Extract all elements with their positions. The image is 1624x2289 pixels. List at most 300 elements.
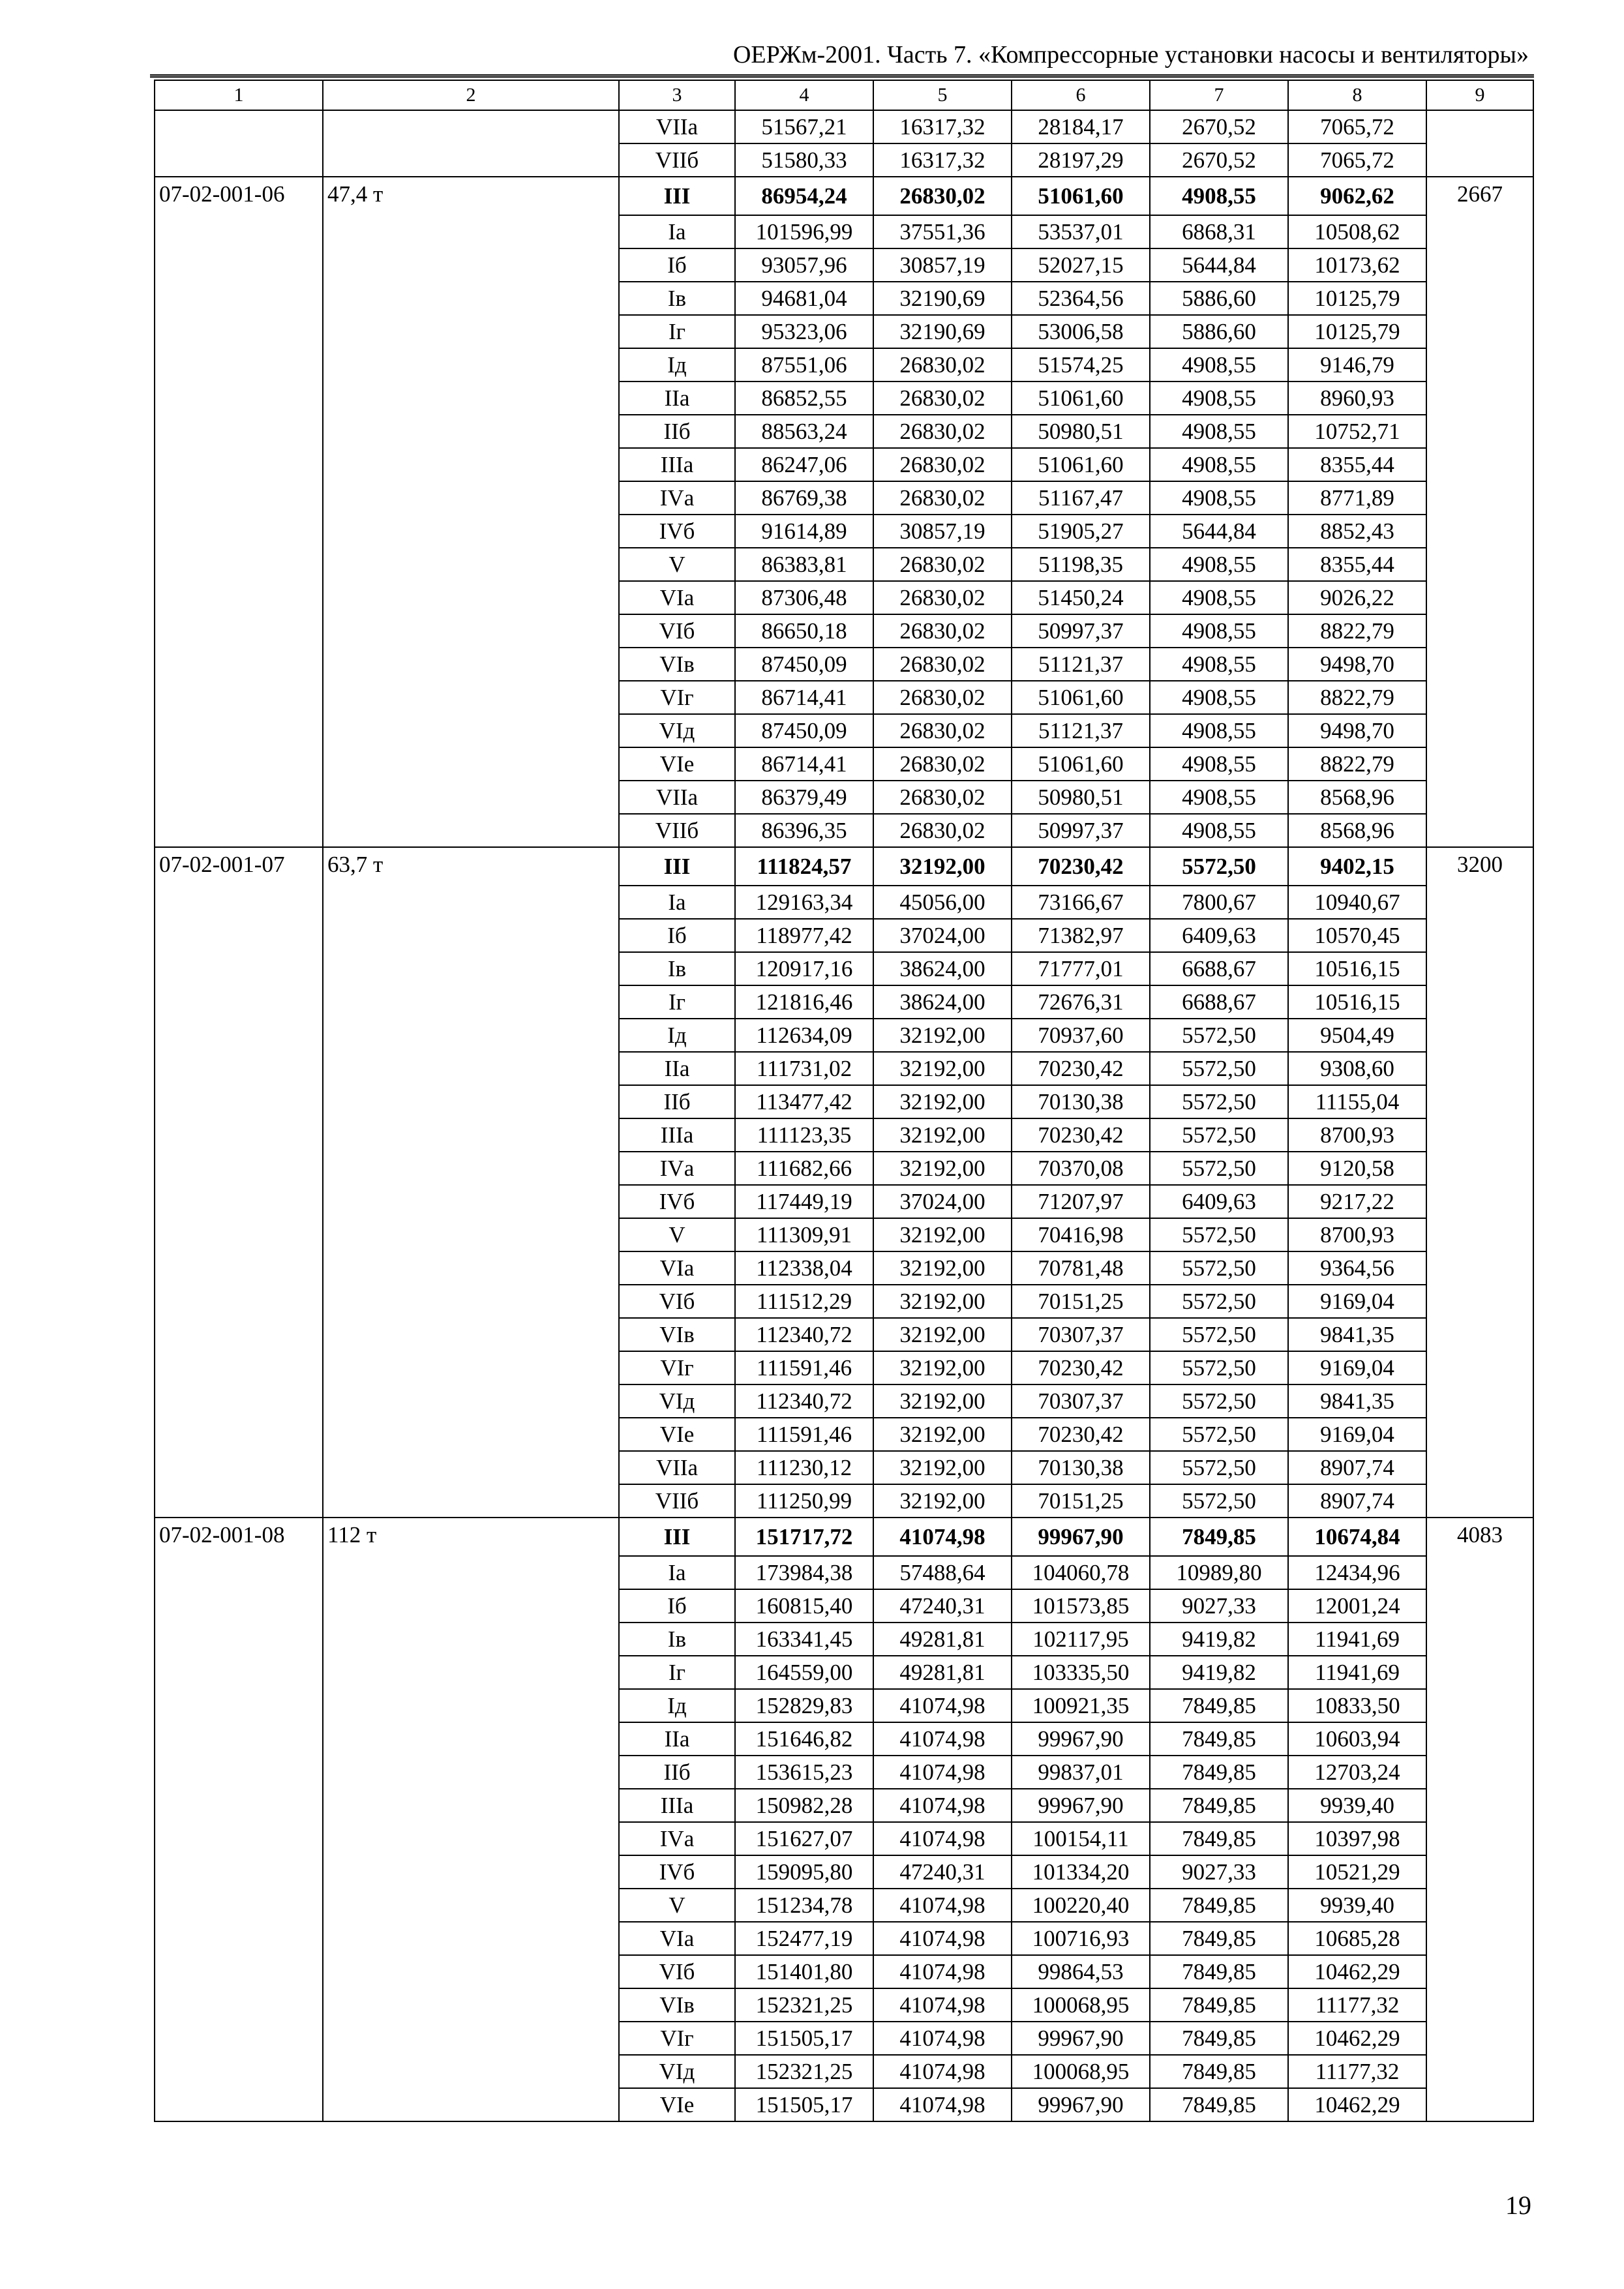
col9-cell — [1426, 143, 1533, 177]
table-row — [155, 1384, 1533, 1418]
value-col6-cell: 28197,29 — [1012, 143, 1150, 177]
value-col5-cell: 41074,98 — [873, 1722, 1012, 1756]
value-col8-cell: 8568,96 — [1288, 814, 1426, 847]
value-col4-cell: 112634,09 — [735, 1019, 873, 1052]
value-col7-cell: 9419,82 — [1150, 1656, 1288, 1689]
value-col6-cell: 70230,42 — [1012, 1351, 1150, 1384]
mass-cell — [323, 1955, 619, 1988]
value-col6-cell: 70230,42 — [1012, 1052, 1150, 1085]
series-cell: VIIа — [619, 110, 735, 143]
col9-cell — [1426, 1922, 1533, 1955]
value-col5-cell: 16317,32 — [873, 110, 1012, 143]
value-col6-cell: 51061,60 — [1012, 177, 1150, 215]
value-col5-cell: 26830,02 — [873, 747, 1012, 781]
code-cell — [155, 1756, 323, 1789]
value-col4-cell: 95323,06 — [735, 315, 873, 348]
col9-cell — [1426, 282, 1533, 315]
series-cell: VIе — [619, 1418, 735, 1451]
col9-cell — [1426, 315, 1533, 348]
series-cell: IVа — [619, 481, 735, 515]
col9-cell — [1426, 1556, 1533, 1589]
code-cell — [155, 1285, 323, 1318]
value-col6-cell: 71382,97 — [1012, 919, 1150, 952]
value-col7-cell: 5572,50 — [1150, 1384, 1288, 1418]
group-header-row — [155, 177, 1533, 215]
value-col8-cell: 11177,32 — [1288, 1988, 1426, 2022]
mass-cell — [323, 1251, 619, 1285]
value-col7-cell: 5572,50 — [1150, 1251, 1288, 1285]
value-col8-cell: 8700,93 — [1288, 1118, 1426, 1152]
value-col7-cell: 9027,33 — [1150, 1855, 1288, 1889]
col9-cell — [1426, 548, 1533, 581]
value-col5-cell: 41074,98 — [873, 1889, 1012, 1922]
table-row — [155, 1955, 1533, 1988]
table-row — [155, 952, 1533, 985]
column-number-cell: 5 — [873, 80, 1012, 110]
value-col5-cell: 26830,02 — [873, 177, 1012, 215]
value-col8-cell: 10462,29 — [1288, 2088, 1426, 2121]
col9-cell — [1426, 1118, 1533, 1152]
series-cell: Iа — [619, 1556, 735, 1589]
series-cell: III — [619, 177, 735, 215]
series-cell: IIб — [619, 1756, 735, 1789]
table-row — [155, 919, 1533, 952]
value-col5-cell: 26830,02 — [873, 548, 1012, 581]
value-col6-cell: 70307,37 — [1012, 1384, 1150, 1418]
value-col8-cell: 10603,94 — [1288, 1722, 1426, 1756]
value-col4-cell: 87450,09 — [735, 648, 873, 681]
series-cell: IIIа — [619, 1789, 735, 1822]
value-col7-cell: 6688,67 — [1150, 985, 1288, 1019]
series-cell: IIа — [619, 382, 735, 415]
mass-cell — [323, 1185, 619, 1218]
value-col8-cell: 10940,67 — [1288, 886, 1426, 919]
value-col7-cell: 5572,50 — [1150, 1351, 1288, 1384]
value-col6-cell: 100154,11 — [1012, 1822, 1150, 1855]
col9-cell — [1426, 985, 1533, 1019]
value-col6-cell: 51198,35 — [1012, 548, 1150, 581]
series-cell: Iг — [619, 315, 735, 348]
value-col8-cell: 9169,04 — [1288, 1285, 1426, 1318]
value-col5-cell: 32192,00 — [873, 1484, 1012, 1518]
col9-cell — [1426, 1789, 1533, 1822]
series-cell: Iг — [619, 1656, 735, 1689]
value-col6-cell: 99864,53 — [1012, 1955, 1150, 1988]
col9-cell — [1426, 1019, 1533, 1052]
code-cell — [155, 548, 323, 581]
mass-cell — [323, 1451, 619, 1484]
value-col6-cell: 51061,60 — [1012, 681, 1150, 714]
col9-cell — [1426, 1285, 1533, 1318]
column-number-cell: 8 — [1288, 80, 1426, 110]
value-col4-cell: 151505,17 — [735, 2022, 873, 2055]
mass-cell — [323, 952, 619, 985]
mass-cell — [323, 1556, 619, 1589]
value-col8-cell: 11155,04 — [1288, 1085, 1426, 1118]
mass-cell — [323, 1889, 619, 1922]
code-cell — [155, 1384, 323, 1418]
table-row — [155, 1822, 1533, 1855]
value-col4-cell: 152477,19 — [735, 1922, 873, 1955]
value-col5-cell: 26830,02 — [873, 614, 1012, 648]
value-col7-cell: 5644,84 — [1150, 248, 1288, 282]
col9-cell — [1426, 1589, 1533, 1623]
value-col6-cell: 52364,56 — [1012, 282, 1150, 315]
code-cell — [155, 1019, 323, 1052]
value-col4-cell: 152829,83 — [735, 1689, 873, 1722]
col9-cell — [1426, 1152, 1533, 1185]
value-col4-cell: 112340,72 — [735, 1318, 873, 1351]
value-col5-cell: 32192,00 — [873, 1052, 1012, 1085]
mass-cell — [323, 1855, 619, 1889]
col9-cell — [1426, 1218, 1533, 1251]
value-col7-cell: 4908,55 — [1150, 614, 1288, 648]
value-col4-cell: 111309,91 — [735, 1218, 873, 1251]
column-number-cell: 7 — [1150, 80, 1288, 110]
mass-cell — [323, 382, 619, 415]
value-col8-cell: 10462,29 — [1288, 1955, 1426, 1988]
code-cell — [155, 919, 323, 952]
value-col8-cell: 8907,74 — [1288, 1451, 1426, 1484]
series-cell: VIг — [619, 2022, 735, 2055]
value-col8-cell: 10173,62 — [1288, 248, 1426, 282]
value-col7-cell: 6868,31 — [1150, 215, 1288, 248]
table-row — [155, 1922, 1533, 1955]
value-col4-cell: 87306,48 — [735, 581, 873, 614]
code-cell — [155, 2055, 323, 2088]
value-col4-cell: 151505,17 — [735, 2088, 873, 2121]
value-col5-cell: 26830,02 — [873, 648, 1012, 681]
table-row — [155, 248, 1533, 282]
col9-cell — [1426, 448, 1533, 481]
value-col7-cell: 5572,50 — [1150, 1451, 1288, 1484]
table-row — [155, 548, 1533, 581]
series-cell: IIIа — [619, 1118, 735, 1152]
value-col5-cell: 30857,19 — [873, 248, 1012, 282]
value-col7-cell: 7849,85 — [1150, 1722, 1288, 1756]
value-col4-cell: 159095,80 — [735, 1855, 873, 1889]
value-col5-cell: 41074,98 — [873, 1988, 1012, 2022]
mass-cell — [323, 448, 619, 481]
value-col4-cell: 101596,99 — [735, 215, 873, 248]
table-row — [155, 886, 1533, 919]
col9-cell — [1426, 1384, 1533, 1418]
value-col4-cell: 51567,21 — [735, 110, 873, 143]
value-col5-cell: 16317,32 — [873, 143, 1012, 177]
table-row — [155, 215, 1533, 248]
value-col8-cell: 9504,49 — [1288, 1019, 1426, 1052]
table-row — [155, 1689, 1533, 1722]
value-col7-cell: 7849,85 — [1150, 1789, 1288, 1822]
value-col8-cell: 9841,35 — [1288, 1318, 1426, 1351]
col9-cell — [1426, 1656, 1533, 1689]
col9-cell — [1426, 1623, 1533, 1656]
value-col7-cell: 4908,55 — [1150, 747, 1288, 781]
mass-cell — [323, 1922, 619, 1955]
col9-cell: 2667 — [1426, 177, 1533, 215]
col9-cell — [1426, 215, 1533, 248]
value-col7-cell: 5572,50 — [1150, 847, 1288, 886]
value-col6-cell: 50997,37 — [1012, 614, 1150, 648]
value-col6-cell: 99967,90 — [1012, 1789, 1150, 1822]
value-col6-cell: 100921,35 — [1012, 1689, 1150, 1722]
table-row — [155, 1251, 1533, 1285]
series-cell: VIв — [619, 648, 735, 681]
series-cell: VIIб — [619, 814, 735, 847]
value-col8-cell: 8568,96 — [1288, 781, 1426, 814]
code-cell — [155, 1822, 323, 1855]
table-row — [155, 348, 1533, 382]
page-header — [150, 38, 1534, 78]
code-cell — [155, 1185, 323, 1218]
value-col4-cell: 111512,29 — [735, 1285, 873, 1318]
value-col6-cell: 99837,01 — [1012, 1756, 1150, 1789]
value-col4-cell: 150982,28 — [735, 1789, 873, 1822]
series-cell: Iв — [619, 952, 735, 985]
series-cell: IVб — [619, 1185, 735, 1218]
col9-cell — [1426, 1451, 1533, 1484]
table-row — [155, 1285, 1533, 1318]
value-col4-cell: 151717,72 — [735, 1518, 873, 1556]
value-col4-cell: 129163,34 — [735, 886, 873, 919]
code-cell — [155, 143, 323, 177]
value-col4-cell: 86396,35 — [735, 814, 873, 847]
value-col4-cell: 86650,18 — [735, 614, 873, 648]
value-col8-cell: 9120,58 — [1288, 1152, 1426, 1185]
value-col4-cell: 91614,89 — [735, 515, 873, 548]
value-col7-cell: 2670,52 — [1150, 110, 1288, 143]
value-col5-cell: 47240,31 — [873, 1855, 1012, 1889]
mass-cell — [323, 1384, 619, 1418]
col9-cell — [1426, 481, 1533, 515]
value-col8-cell: 12001,24 — [1288, 1589, 1426, 1623]
value-col6-cell: 52027,15 — [1012, 248, 1150, 282]
code-cell: 07-02-001-08 — [155, 1518, 323, 1556]
value-col5-cell: 26830,02 — [873, 415, 1012, 448]
column-number-row — [155, 80, 1533, 110]
value-col8-cell: 9364,56 — [1288, 1251, 1426, 1285]
value-col4-cell: 111230,12 — [735, 1451, 873, 1484]
series-cell: VIIа — [619, 781, 735, 814]
value-col4-cell: 87551,06 — [735, 348, 873, 382]
value-col6-cell: 51121,37 — [1012, 648, 1150, 681]
col9-cell — [1426, 1085, 1533, 1118]
code-cell — [155, 1955, 323, 1988]
mass-cell — [323, 614, 619, 648]
value-col5-cell: 49281,81 — [873, 1623, 1012, 1656]
value-col4-cell: 88563,24 — [735, 415, 873, 448]
table-row — [155, 481, 1533, 515]
table-row — [155, 1656, 1533, 1689]
table-row — [155, 1052, 1533, 1085]
mass-cell — [323, 1656, 619, 1689]
col9-cell — [1426, 581, 1533, 614]
value-col7-cell: 7849,85 — [1150, 1756, 1288, 1789]
series-cell: VIб — [619, 1955, 735, 1988]
mass-cell — [323, 1484, 619, 1518]
value-col4-cell: 111824,57 — [735, 847, 873, 886]
value-col8-cell: 9026,22 — [1288, 581, 1426, 614]
mass-cell — [323, 2055, 619, 2088]
value-col5-cell: 32192,00 — [873, 1152, 1012, 1185]
value-col5-cell: 41074,98 — [873, 1518, 1012, 1556]
value-col8-cell: 8960,93 — [1288, 382, 1426, 415]
value-col8-cell: 9308,60 — [1288, 1052, 1426, 1085]
col9-cell — [1426, 781, 1533, 814]
col9-cell: 3200 — [1426, 847, 1533, 886]
value-col7-cell: 9027,33 — [1150, 1589, 1288, 1623]
value-col8-cell: 10462,29 — [1288, 2022, 1426, 2055]
series-cell: VIе — [619, 747, 735, 781]
col9-cell — [1426, 1988, 1533, 2022]
code-cell — [155, 1351, 323, 1384]
value-col7-cell: 10989,80 — [1150, 1556, 1288, 1589]
table-row — [155, 681, 1533, 714]
mass-cell — [323, 1722, 619, 1756]
series-cell: IIб — [619, 1085, 735, 1118]
value-col8-cell: 10125,79 — [1288, 282, 1426, 315]
value-col5-cell: 26830,02 — [873, 814, 1012, 847]
code-cell — [155, 1656, 323, 1689]
code-cell — [155, 1152, 323, 1185]
mass-cell — [323, 781, 619, 814]
code-cell — [155, 1085, 323, 1118]
table-row — [155, 448, 1533, 481]
column-number-cell: 6 — [1012, 80, 1150, 110]
code-cell — [155, 348, 323, 382]
value-col8-cell: 9169,04 — [1288, 1418, 1426, 1451]
value-col8-cell: 9062,62 — [1288, 177, 1426, 215]
value-col4-cell: 151401,80 — [735, 1955, 873, 1988]
series-cell: V — [619, 548, 735, 581]
value-col5-cell: 26830,02 — [873, 581, 1012, 614]
code-cell — [155, 282, 323, 315]
value-col4-cell: 118977,42 — [735, 919, 873, 952]
value-col6-cell: 50980,51 — [1012, 781, 1150, 814]
code-cell — [155, 2088, 323, 2121]
col9-cell — [1426, 1822, 1533, 1855]
mass-cell — [323, 548, 619, 581]
value-col4-cell: 111250,99 — [735, 1484, 873, 1518]
value-col5-cell: 26830,02 — [873, 714, 1012, 747]
value-col5-cell: 26830,02 — [873, 382, 1012, 415]
value-col8-cell: 9169,04 — [1288, 1351, 1426, 1384]
value-col5-cell: 32192,00 — [873, 1351, 1012, 1384]
code-cell — [155, 415, 323, 448]
value-col5-cell: 26830,02 — [873, 448, 1012, 481]
value-col8-cell: 10674,84 — [1288, 1518, 1426, 1556]
mass-cell — [323, 919, 619, 952]
table-row — [155, 781, 1533, 814]
value-col5-cell: 38624,00 — [873, 952, 1012, 985]
value-col8-cell: 9939,40 — [1288, 1789, 1426, 1822]
value-col6-cell: 70230,42 — [1012, 1118, 1150, 1152]
document-title: ОЕРЖм-2001. Часть 7. «Компрессорные установки насосы и вентиляторы» — [732, 41, 1529, 68]
table-row — [155, 1418, 1533, 1451]
series-cell: IVб — [619, 515, 735, 548]
code-cell — [155, 1118, 323, 1152]
value-col7-cell: 5572,50 — [1150, 1118, 1288, 1152]
value-col5-cell: 32192,00 — [873, 1251, 1012, 1285]
table-row — [155, 1451, 1533, 1484]
col9-cell — [1426, 1722, 1533, 1756]
value-col4-cell: 151234,78 — [735, 1889, 873, 1922]
value-col8-cell: 9841,35 — [1288, 1384, 1426, 1418]
value-col8-cell: 10685,28 — [1288, 1922, 1426, 1955]
series-cell: Iв — [619, 282, 735, 315]
value-col6-cell: 72676,31 — [1012, 985, 1150, 1019]
col9-cell — [1426, 1756, 1533, 1789]
code-cell — [155, 814, 323, 847]
value-col6-cell: 70130,38 — [1012, 1085, 1150, 1118]
value-col4-cell: 121816,46 — [735, 985, 873, 1019]
value-col6-cell: 71207,97 — [1012, 1185, 1150, 1218]
value-col6-cell: 50980,51 — [1012, 415, 1150, 448]
series-cell: IIа — [619, 1052, 735, 1085]
series-cell: V — [619, 1218, 735, 1251]
series-cell: VIд — [619, 714, 735, 747]
col9-cell — [1426, 1185, 1533, 1218]
value-col6-cell: 51121,37 — [1012, 714, 1150, 747]
col9-cell — [1426, 2055, 1533, 2088]
col9-cell — [1426, 1955, 1533, 1988]
code-cell — [155, 1623, 323, 1656]
value-col7-cell: 4908,55 — [1150, 548, 1288, 581]
value-col8-cell: 7065,72 — [1288, 143, 1426, 177]
col9-cell — [1426, 919, 1533, 952]
table-row — [155, 985, 1533, 1019]
value-col4-cell: 86714,41 — [735, 747, 873, 781]
value-col8-cell: 9498,70 — [1288, 648, 1426, 681]
table-row — [155, 110, 1533, 143]
value-col5-cell: 30857,19 — [873, 515, 1012, 548]
value-col5-cell: 41074,98 — [873, 2055, 1012, 2088]
series-cell: IVа — [619, 1822, 735, 1855]
series-cell: VIа — [619, 1251, 735, 1285]
table-row — [155, 2022, 1533, 2055]
series-cell: VIIб — [619, 143, 735, 177]
value-col4-cell: 153615,23 — [735, 1756, 873, 1789]
series-cell: VIа — [619, 581, 735, 614]
table-row — [155, 1484, 1533, 1518]
value-col6-cell: 70781,48 — [1012, 1251, 1150, 1285]
value-col6-cell: 70230,42 — [1012, 1418, 1150, 1451]
value-col5-cell: 37551,36 — [873, 215, 1012, 248]
value-col7-cell: 5886,60 — [1150, 315, 1288, 348]
value-col5-cell: 32190,69 — [873, 282, 1012, 315]
value-col6-cell: 70130,38 — [1012, 1451, 1150, 1484]
value-col6-cell: 70370,08 — [1012, 1152, 1150, 1185]
value-col7-cell: 9419,82 — [1150, 1623, 1288, 1656]
col9-cell — [1426, 1855, 1533, 1889]
series-cell: Iа — [619, 886, 735, 919]
table-row — [155, 1756, 1533, 1789]
mass-cell — [323, 1822, 619, 1855]
mass-cell — [323, 1418, 619, 1451]
value-col7-cell: 5644,84 — [1150, 515, 1288, 548]
series-cell: Iг — [619, 985, 735, 1019]
mass-cell — [323, 648, 619, 681]
column-number-cell: 4 — [735, 80, 873, 110]
value-col7-cell: 5572,50 — [1150, 1418, 1288, 1451]
col9-cell — [1426, 1889, 1533, 1922]
value-col6-cell: 70151,25 — [1012, 1484, 1150, 1518]
code-cell — [155, 1251, 323, 1285]
value-col7-cell: 7849,85 — [1150, 1922, 1288, 1955]
table-row — [155, 581, 1533, 614]
series-cell: VIв — [619, 1318, 735, 1351]
value-col7-cell: 4908,55 — [1150, 581, 1288, 614]
